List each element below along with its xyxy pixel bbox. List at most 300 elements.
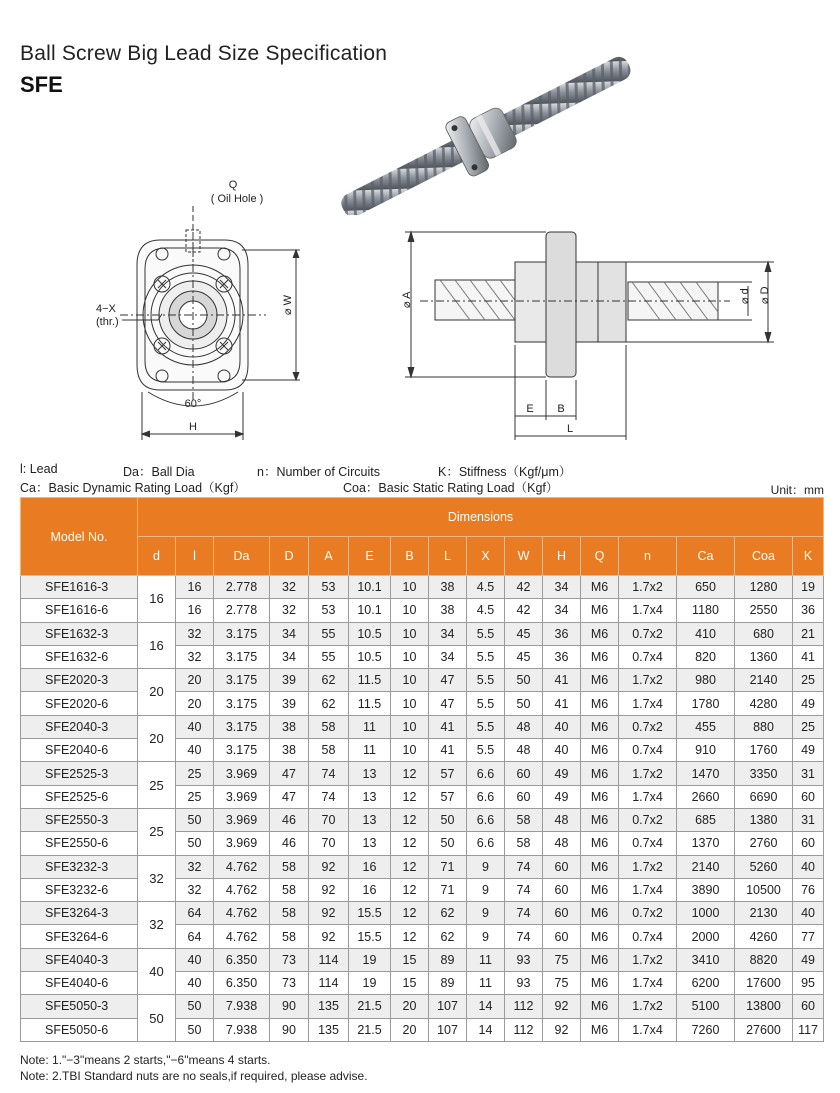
page-subtitle: SFE: [20, 72, 63, 97]
model-cell: SFE1616-6: [21, 599, 138, 622]
table-cell: 0.7x4: [619, 925, 677, 948]
table-cell: M6: [581, 925, 619, 948]
table-cell: 114: [309, 972, 349, 995]
table-cell: 5.5: [467, 622, 505, 645]
table-cell: 455: [677, 715, 735, 738]
table-cell: 5260: [735, 855, 793, 878]
model-cell: SFE2525-3: [21, 762, 138, 785]
table-cell: 0.7x2: [619, 715, 677, 738]
table-cell: 1.7x4: [619, 599, 677, 622]
column-header: B: [391, 537, 429, 576]
table-row: [21, 715, 824, 738]
table-cell: 39: [270, 692, 309, 715]
diameter-cell: 20: [138, 669, 176, 716]
model-cell: SFE2550-6: [21, 832, 138, 855]
legend-circuits: n：Number of Circuits: [257, 465, 380, 479]
table-cell: 1.7x4: [619, 692, 677, 715]
table-cell: 11: [467, 948, 505, 971]
table-cell: 15.5: [349, 902, 391, 925]
table-cell: 58: [505, 808, 543, 831]
table-cell: 107: [429, 995, 467, 1018]
table-cell: 21.5: [349, 995, 391, 1018]
table-cell: 13: [349, 808, 391, 831]
model-cell: SFE3232-3: [21, 855, 138, 878]
table-cell: 6.6: [467, 762, 505, 785]
table-row: [21, 995, 824, 1018]
table-row: [21, 948, 824, 971]
table-cell: 74: [505, 878, 543, 901]
table-cell: 1360: [735, 645, 793, 668]
table-cell: 5.5: [467, 669, 505, 692]
table-cell: 3.175: [214, 622, 270, 645]
table-cell: 92: [309, 925, 349, 948]
table-cell: M6: [581, 762, 619, 785]
l-label: L: [566, 423, 574, 435]
table-cell: 10: [391, 739, 429, 762]
table-cell: 14: [467, 1018, 505, 1041]
table-cell: M6: [581, 669, 619, 692]
table-cell: 70: [309, 808, 349, 831]
table-cell: 50: [176, 995, 214, 1018]
table-cell: 34: [429, 622, 467, 645]
w-label: ⌀ W: [282, 294, 294, 315]
table-cell: 36: [543, 622, 581, 645]
table-cell: 40: [543, 739, 581, 762]
table-cell: 89: [429, 972, 467, 995]
diameter-cell: 16: [138, 576, 176, 623]
table-cell: 60: [505, 762, 543, 785]
table-cell: 7260: [677, 1018, 735, 1041]
table-cell: 34: [543, 576, 581, 599]
table-cell: 47: [429, 669, 467, 692]
table-cell: 685: [677, 808, 735, 831]
table-cell: 1.7x4: [619, 1018, 677, 1041]
table-cell: 41: [429, 739, 467, 762]
model-cell: SFE2525-6: [21, 785, 138, 808]
table-cell: 2000: [677, 925, 735, 948]
table-cell: 40: [176, 715, 214, 738]
table-cell: 4.762: [214, 925, 270, 948]
table-cell: 45: [505, 622, 543, 645]
column-header: Coa: [735, 537, 793, 576]
table-cell: 2130: [735, 902, 793, 925]
table-cell: 32: [270, 576, 309, 599]
table-cell: 2550: [735, 599, 793, 622]
table-cell: 17600: [735, 972, 793, 995]
table-cell: 49: [793, 739, 824, 762]
table-cell: 13: [349, 762, 391, 785]
table-cell: 58: [309, 739, 349, 762]
table-cell: 64: [176, 902, 214, 925]
table-cell: 25: [176, 762, 214, 785]
table-cell: 49: [793, 948, 824, 971]
table-cell: 27600: [735, 1018, 793, 1041]
diameter-cell: 16: [138, 622, 176, 669]
table-cell: 93: [505, 972, 543, 995]
table-cell: 2660: [677, 785, 735, 808]
table-cell: 0.7x2: [619, 622, 677, 645]
table-cell: 10: [391, 715, 429, 738]
big-d-label: ⌀ D: [759, 286, 771, 304]
table-cell: 135: [309, 995, 349, 1018]
table-cell: M6: [581, 599, 619, 622]
table-cell: 0.7x4: [619, 645, 677, 668]
table-cell: 7.938: [214, 995, 270, 1018]
table-cell: 3.175: [214, 739, 270, 762]
table-cell: 1.7x2: [619, 669, 677, 692]
table-cell: 0.7x4: [619, 832, 677, 855]
table-cell: 6.6: [467, 832, 505, 855]
table-cell: 4.5: [467, 576, 505, 599]
model-cell: SFE1632-6: [21, 645, 138, 668]
oil-hole-label: ( Oil Hole ): [210, 193, 264, 205]
table-cell: M6: [581, 878, 619, 901]
table-cell: 12: [391, 855, 429, 878]
table-cell: 112: [505, 1018, 543, 1041]
table-cell: 60: [793, 995, 824, 1018]
table-cell: 31: [793, 762, 824, 785]
table-cell: 112: [505, 995, 543, 1018]
table-cell: 20: [391, 1018, 429, 1041]
table-cell: 680: [735, 622, 793, 645]
table-cell: 10: [391, 692, 429, 715]
table-cell: 3.969: [214, 832, 270, 855]
table-cell: 9: [467, 902, 505, 925]
table-cell: M6: [581, 855, 619, 878]
table-cell: 62: [429, 902, 467, 925]
a-label: ⌀ A: [401, 291, 413, 308]
table-cell: 32: [176, 878, 214, 901]
column-header: Ca: [677, 537, 735, 576]
note-2: Note: 2.TBI Standard nuts are no seals,if required, please advise.: [20, 1069, 368, 1083]
model-cell: SFE2040-6: [21, 739, 138, 762]
table-cell: 58: [270, 855, 309, 878]
column-header: Q: [581, 537, 619, 576]
column-header: K: [793, 537, 824, 576]
table-cell: 92: [309, 855, 349, 878]
table-cell: 16: [349, 878, 391, 901]
table-cell: 12: [391, 808, 429, 831]
table-cell: M6: [581, 948, 619, 971]
table-cell: 58: [505, 832, 543, 855]
table-cell: 10.1: [349, 576, 391, 599]
table-cell: 57: [429, 785, 467, 808]
column-header: l: [176, 537, 214, 576]
table-cell: 3.175: [214, 669, 270, 692]
table-cell: 40: [793, 855, 824, 878]
table-cell: 41: [543, 669, 581, 692]
table-cell: 2140: [735, 669, 793, 692]
table-row: [21, 622, 824, 645]
table-cell: M6: [581, 995, 619, 1018]
column-header: E: [349, 537, 391, 576]
column-header: D: [270, 537, 309, 576]
table-cell: 34: [270, 622, 309, 645]
table-cell: M6: [581, 972, 619, 995]
angle-label: 60°: [184, 398, 202, 410]
legend-static-load: Coa：Basic Static Rating Load（Kgf）: [343, 481, 559, 495]
table-cell: 64: [176, 925, 214, 948]
table-cell: 3.969: [214, 808, 270, 831]
table-cell: 40: [176, 972, 214, 995]
table-cell: 13: [349, 785, 391, 808]
table-row: [21, 762, 824, 785]
table-cell: 19: [349, 948, 391, 971]
table-cell: 13: [349, 832, 391, 855]
table-cell: 42: [505, 576, 543, 599]
table-cell: 16: [176, 576, 214, 599]
table-cell: 19: [349, 972, 391, 995]
table-cell: 1760: [735, 739, 793, 762]
diameter-cell: 32: [138, 855, 176, 902]
table-cell: 10.1: [349, 599, 391, 622]
diameter-cell: 20: [138, 715, 176, 762]
model-cell: SFE4040-3: [21, 948, 138, 971]
column-header: L: [429, 537, 467, 576]
table-cell: 41: [429, 715, 467, 738]
table-cell: 89: [429, 948, 467, 971]
table-cell: 31: [793, 808, 824, 831]
table-cell: 50: [429, 808, 467, 831]
table-cell: 42: [505, 599, 543, 622]
model-cell: SFE1632-3: [21, 622, 138, 645]
table-cell: 11: [349, 739, 391, 762]
model-cell: SFE1616-3: [21, 576, 138, 599]
table-cell: 95: [793, 972, 824, 995]
table-cell: 58: [270, 878, 309, 901]
table-cell: 62: [429, 925, 467, 948]
table-cell: M6: [581, 785, 619, 808]
table-cell: 11: [349, 715, 391, 738]
table-cell: 15: [391, 972, 429, 995]
table-row: [21, 669, 824, 692]
table-cell: 21.5: [349, 1018, 391, 1041]
unit-label: Unit：mm: [770, 483, 824, 497]
table-cell: M6: [581, 645, 619, 668]
table-cell: 11.5: [349, 692, 391, 715]
column-header: X: [467, 537, 505, 576]
table-cell: 1.7x4: [619, 878, 677, 901]
table-cell: 34: [543, 599, 581, 622]
table-cell: 910: [677, 739, 735, 762]
table-cell: 48: [505, 715, 543, 738]
diameter-cell: 40: [138, 948, 176, 995]
table-cell: 49: [543, 785, 581, 808]
table-cell: 62: [309, 692, 349, 715]
table-cell: 48: [543, 808, 581, 831]
table-cell: 60: [543, 902, 581, 925]
table-cell: 12: [391, 925, 429, 948]
table-cell: 5.5: [467, 645, 505, 668]
table-cell: 34: [429, 645, 467, 668]
table-cell: 32: [176, 645, 214, 668]
h-label: H: [189, 421, 197, 433]
table-cell: 53: [309, 576, 349, 599]
table-cell: 4260: [735, 925, 793, 948]
table-cell: 1.7x4: [619, 785, 677, 808]
table-cell: 55: [309, 645, 349, 668]
table-cell: 5.5: [467, 739, 505, 762]
table-cell: 50: [176, 808, 214, 831]
table-cell: 6.350: [214, 972, 270, 995]
note-1: Note: 1."−3"means 2 starts,"−6"means 4 starts.: [20, 1053, 271, 1067]
table-cell: 73: [270, 972, 309, 995]
table-cell: 1.7x2: [619, 576, 677, 599]
table-cell: 50: [176, 1018, 214, 1041]
table-cell: 47: [270, 785, 309, 808]
diameter-cell: 50: [138, 995, 176, 1042]
table-cell: 74: [505, 925, 543, 948]
table-cell: 4.762: [214, 855, 270, 878]
table-cell: 58: [270, 925, 309, 948]
table-cell: 60: [793, 785, 824, 808]
table-cell: M6: [581, 622, 619, 645]
table-cell: 15.5: [349, 925, 391, 948]
table-cell: M6: [581, 715, 619, 738]
table-cell: 8820: [735, 948, 793, 971]
column-header: H: [543, 537, 581, 576]
table-cell: 0.7x2: [619, 902, 677, 925]
legend-lead: l: Lead: [20, 462, 58, 476]
x-label: 4−X: [96, 303, 116, 315]
e-label: E: [526, 403, 534, 415]
column-header: n: [619, 537, 677, 576]
table-cell: 40: [176, 948, 214, 971]
model-cell: SFE5050-3: [21, 995, 138, 1018]
table-cell: M6: [581, 739, 619, 762]
model-cell: SFE2020-6: [21, 692, 138, 715]
table-cell: 135: [309, 1018, 349, 1041]
table-cell: 50: [176, 832, 214, 855]
table-cell: 1.7x2: [619, 762, 677, 785]
table-cell: 32: [176, 622, 214, 645]
table-cell: 3410: [677, 948, 735, 971]
table-cell: 1.7x2: [619, 995, 677, 1018]
table-cell: 38: [429, 576, 467, 599]
table-cell: 38: [270, 739, 309, 762]
model-cell: SFE2550-3: [21, 808, 138, 831]
table-cell: 1.7x2: [619, 948, 677, 971]
table-cell: 76: [793, 878, 824, 901]
table-row: [21, 855, 824, 878]
table-cell: 6.6: [467, 808, 505, 831]
table-cell: 90: [270, 995, 309, 1018]
table-cell: 9: [467, 925, 505, 948]
table-cell: 49: [793, 692, 824, 715]
table-cell: 10.5: [349, 645, 391, 668]
table-cell: 19: [793, 576, 824, 599]
table-cell: 20: [176, 669, 214, 692]
model-cell: SFE2040-3: [21, 715, 138, 738]
model-cell: SFE3264-3: [21, 902, 138, 925]
table-cell: 880: [735, 715, 793, 738]
table-cell: 2.778: [214, 576, 270, 599]
table-cell: 73: [270, 948, 309, 971]
table-cell: 5.5: [467, 692, 505, 715]
table-cell: 74: [309, 785, 349, 808]
table-cell: 32: [270, 599, 309, 622]
table-cell: 1470: [677, 762, 735, 785]
model-header: Model No.: [21, 498, 138, 576]
table-cell: 14: [467, 995, 505, 1018]
table-cell: 50: [505, 669, 543, 692]
table-cell: 1780: [677, 692, 735, 715]
column-header: d: [138, 537, 176, 576]
table-cell: 92: [309, 902, 349, 925]
model-cell: SFE4040-6: [21, 972, 138, 995]
table-cell: 2.778: [214, 599, 270, 622]
table-cell: 57: [429, 762, 467, 785]
table-cell: 41: [793, 645, 824, 668]
table-cell: 36: [793, 599, 824, 622]
table-cell: M6: [581, 692, 619, 715]
table-cell: 45: [505, 645, 543, 668]
table-cell: 60: [543, 878, 581, 901]
table-cell: 34: [270, 645, 309, 668]
table-cell: 1380: [735, 808, 793, 831]
table-cell: 650: [677, 576, 735, 599]
table-cell: 48: [543, 832, 581, 855]
table-cell: 980: [677, 669, 735, 692]
table-cell: 55: [309, 622, 349, 645]
table-cell: M6: [581, 1018, 619, 1041]
table-cell: 117: [793, 1018, 824, 1041]
table-cell: 9: [467, 855, 505, 878]
legend-stiffness: K：Stiffness（Kgf/μm）: [438, 465, 572, 479]
table-cell: 16: [349, 855, 391, 878]
table-cell: 74: [309, 762, 349, 785]
table-cell: M6: [581, 808, 619, 831]
table-cell: 36: [543, 645, 581, 668]
q-label: Q: [228, 179, 238, 191]
table-cell: 20: [391, 995, 429, 1018]
table-cell: M6: [581, 902, 619, 925]
table-cell: 71: [429, 878, 467, 901]
table-cell: 114: [309, 948, 349, 971]
table-cell: 107: [429, 1018, 467, 1041]
table-cell: 49: [543, 762, 581, 785]
table-row: [21, 576, 824, 599]
table-cell: 20: [176, 692, 214, 715]
table-cell: 40: [793, 902, 824, 925]
table-cell: 5.5: [467, 715, 505, 738]
table-cell: 1.7x2: [619, 855, 677, 878]
table-cell: 3.969: [214, 762, 270, 785]
table-cell: 6690: [735, 785, 793, 808]
model-cell: SFE5050-6: [21, 1018, 138, 1041]
model-cell: SFE2020-3: [21, 669, 138, 692]
table-cell: 1280: [735, 576, 793, 599]
table-cell: 39: [270, 669, 309, 692]
diameter-cell: 25: [138, 808, 176, 855]
table-cell: M6: [581, 832, 619, 855]
table-cell: 12: [391, 762, 429, 785]
table-cell: 40: [176, 739, 214, 762]
dimensions-header: Dimensions: [138, 498, 824, 537]
legend-dynamic-load: Ca：Basic Dynamic Rating Load（Kgf）: [20, 481, 246, 495]
table-cell: 62: [309, 669, 349, 692]
table-cell: 50: [505, 692, 543, 715]
table-cell: 60: [793, 832, 824, 855]
table-cell: 48: [505, 739, 543, 762]
table-cell: 10: [391, 645, 429, 668]
d-label: ⌀ d: [739, 288, 751, 304]
table-cell: 50: [429, 832, 467, 855]
table-cell: 0.7x2: [619, 808, 677, 831]
table-cell: 47: [270, 762, 309, 785]
table-cell: 12: [391, 902, 429, 925]
table-cell: 60: [543, 855, 581, 878]
